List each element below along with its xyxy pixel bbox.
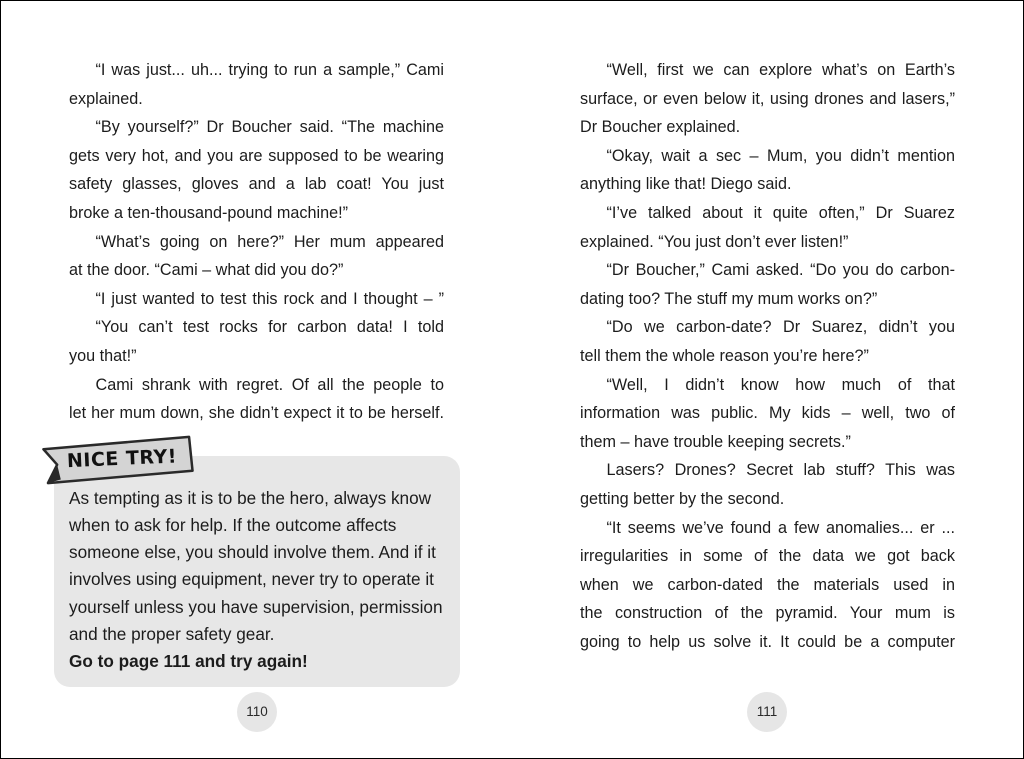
body-line: them – have trouble keeping secrets.” [580, 432, 851, 451]
tip-box-text [69, 485, 454, 675]
paragraph [69, 285, 444, 314]
page-number-label: 111 [756, 704, 778, 719]
tip-line: yourself unless you have supervision, permission [69, 596, 443, 617]
retry-instruction: Go to page 111 and try again! [69, 650, 308, 671]
tip-line: As tempting as it is to be the hero, always know [69, 488, 432, 508]
body-line: “Dr Boucher,” Cami asked. “Do you do carbon- [606, 261, 955, 280]
body-line: “Well, I didn’t know how much of that [606, 375, 955, 394]
left-page-text [69, 56, 444, 428]
paragraph [580, 56, 955, 142]
body-line: Cami shrank with regret. Of all the people to [95, 375, 444, 394]
body-line: “I was just... uh... trying to run a sample,” Cami [95, 61, 444, 79]
body-line: “I just wanted to test this rock and I thought – ” [95, 289, 444, 308]
page-number-left [237, 692, 277, 732]
body-line: when we carbon-dated the materials used in [580, 575, 955, 594]
body-line: you that!” [69, 346, 137, 365]
paragraph [69, 228, 444, 285]
banner-label: NICE TRY! [66, 445, 178, 473]
paragraph [69, 371, 444, 428]
paragraph [580, 371, 955, 457]
body-line: Dr Boucher explained. [580, 118, 741, 137]
body-line: safety glasses, gloves and a lab coat! You just [69, 175, 444, 194]
paragraph [580, 313, 955, 370]
paragraph [580, 456, 955, 513]
body-line: broke a ten-thousand-pound machine!” [69, 203, 348, 222]
page-number-label: 110 [246, 704, 268, 719]
body-line: “Okay, wait a sec – Mum, you didn’t mention [606, 146, 955, 165]
body-line: getting better by the second. [580, 489, 785, 508]
body-line: gets very hot, and you are supposed to be wearing [69, 146, 444, 165]
body-line: at the door. “Cami – what did you do?” [69, 261, 344, 280]
body-line: “I’ve talked about it quite often,” Dr Suarez [606, 203, 955, 222]
body-line: explained. “You just don’t ever listen!” [580, 232, 849, 251]
body-line: dating too? The stuff my mum works on?” [580, 289, 878, 308]
paragraph [580, 199, 955, 256]
body-line: surface, or even below it, using drones and lasers,” [580, 89, 955, 108]
page-number-right [747, 692, 787, 732]
body-line: “Do we carbon-date? Dr Suarez, didn’t you [606, 318, 955, 337]
body-line: going to help us solve it. It could be a computer [580, 632, 955, 651]
body-line: irregularities in some of the data we got back [580, 547, 955, 566]
body-line: “It seems we’ve found a few anomalies... er ... [606, 518, 955, 537]
body-line: explained. [69, 89, 143, 108]
body-line: tell them the whole reason you’re here?” [580, 346, 869, 365]
tip-line: involves using equipment, never try to operate it [69, 569, 434, 590]
tip-line: someone else, you should involve them. And if it [69, 542, 436, 563]
body-line: the construction of the pyramid. Your mum is [580, 604, 955, 623]
body-line: information was public. My kids – well, two of [580, 404, 955, 423]
body-line: “Well, first we can explore what’s on Earth’s [606, 61, 955, 79]
paragraph [580, 142, 955, 199]
body-line: let her mum down, she didn’t expect it to be herself. [69, 404, 444, 423]
tip-line: and the proper safety gear. [69, 623, 275, 644]
body-line: anything like that! Diego said. [580, 175, 792, 194]
body-line: “What’s going on here?” Her mum appeared [95, 232, 444, 251]
paragraph [69, 56, 444, 113]
body-line: “You can’t test rocks for carbon data! I told [95, 318, 444, 337]
paragraph [580, 514, 955, 657]
paragraph [580, 256, 955, 313]
right-page-text [580, 56, 955, 656]
paragraph [69, 313, 444, 370]
body-line: Lasers? Drones? Secret lab stuff? This was [606, 461, 955, 480]
body-line: “By yourself?” Dr Boucher said. “The machine [95, 118, 444, 137]
tip-line: when to ask for help. If the outcome affects [69, 515, 397, 536]
paragraph [69, 113, 444, 227]
nice-try-banner [41, 434, 195, 487]
